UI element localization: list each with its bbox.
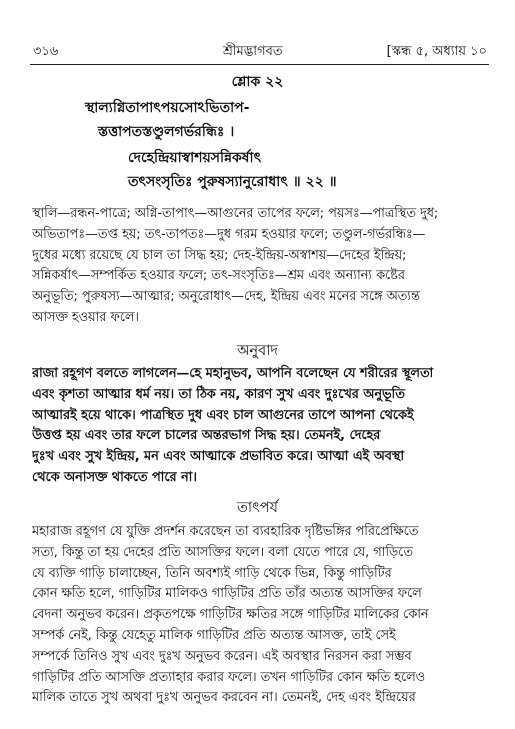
verse-line: দেহেন্দ্রিয়াস্বাশয়সন্নিকর্ষাৎ <box>128 150 262 166</box>
purport-block <box>32 522 484 709</box>
purport-heading: তাৎপর্য <box>236 500 279 516</box>
synonym-line: অভিতাপঃ—তপ্ত হয়; তৎ-তাপতঃ—দুধ গরম হওয়ার ফলে; তণ্ডুল-গর্ভরন্ধিঃ— <box>32 226 426 242</box>
synonym-line: দুধের মধ্যে রয়েছে যে চাল তা সিদ্ধ হয়; দেহ-ইন্দ্রিয়-অস্বাশয়—দেহের ইন্দ্রিয়; <box>32 247 407 263</box>
running-header <box>33 42 487 62</box>
translation-block <box>32 364 484 489</box>
synonyms-block <box>32 204 484 329</box>
translation-line: দুঃখ এবং সুখ ইন্দ্রিয়, মন এবং আত্মাকে প্রভাবিত করে। আত্মা এই অবস্থা <box>32 449 405 465</box>
purport-line: গাড়িটির প্রতি আসক্তি প্রত্যাহার করার ফলে। তখন গাড়িটির কোন ক্ষতি হলেও <box>32 669 426 685</box>
translation-line: আত্মারই হয়ে থাকে। পাত্রস্থিত দুধ এবং চাল আগুনের তাপে আপনা থেকেই <box>32 407 414 423</box>
translation-heading: অনুবাদ <box>236 343 279 359</box>
translation-line: রাজা রহূগণ বলতে লাগলেন—হে মহানুভব, আপনি বলেছেন যে শরীরের স্থূলতা <box>32 366 434 381</box>
synonym-line: সন্নিকর্ষাৎ—সম্পর্কিত হওয়ার ফলে; তৎ-সংসৃতিঃ—শ্রম এবং অন্যান্য কষ্টের <box>32 268 405 284</box>
purport-line: বেদনা অনুভব করেন। প্রকৃতপক্ষে গাড়িটির ক্ষতির সঙ্গে গাড়িটির মালিকের কোন <box>32 607 429 623</box>
purport-line: মালিক তাতে সুখ অথবা দুঃখ অনুভব করবেন না। তেমনই, দেহ এবং ইন্দ্রিয়ের <box>32 690 416 706</box>
purport-line: যে ব্যক্তি গাড়ি চালাচ্ছেন, তিনি অবশ্যই গাড়ি থেকে ভিন্ন, কিন্তু গাড়িটির <box>32 565 392 581</box>
purport-line: কোন ক্ষতি হলে, গাড়িটির মালিকও গাড়িটির প্রতি তাঁর অত্যন্ত আসক্তির ফলে <box>32 586 422 602</box>
page-number: ৩১৬ <box>33 44 59 59</box>
verse-line: স্তত্তাপতস্তণ্ডুলগর্ভরন্ধিঃ । <box>98 124 235 140</box>
verse-line: তৎসংসৃতিঃ পুরুষস্যানুরোধাৎ ॥ ২২ ॥ <box>128 174 337 190</box>
header-rule <box>30 64 489 65</box>
verse-label: শ্লোক ২২ <box>231 74 284 90</box>
translation-line: এবং কৃশতা আত্মার ধর্ম নয়। তা ঠিক নয়, কারণ সুখ এবং দুঃখের অনুভূতি <box>32 386 405 402</box>
synonym-line: অনুভূতি; পুরুষস্য—আত্মার; অনুরোধাৎ—দেহ, ইন্দ্রিয় এবং মনের সঙ্গে অত্যন্ত <box>32 289 420 305</box>
book-title: শ্রীমদ্ভাগবত <box>223 44 283 59</box>
synonym-line: স্থালি—রন্ধন-পাত্রে; অগ্নি-তাপাৎ—আগুনের তাপের ফলে; পয়সঃ—পাত্রস্থিত দুধ; <box>32 206 439 221</box>
synonym-line: আসক্ত হওয়ার ফলে। <box>32 309 139 325</box>
translation-line: উত্তপ্ত হয় এবং তার ফলে চালের অন্তরভাগ সিদ্ধ হয়। তেমনই, দেহের <box>32 428 381 444</box>
purport-line: সম্পর্ক নেই, কিন্তু যেহেতু মালিক গাড়িটির প্রতি অত্যন্ত আসক্ত, তাই সেই <box>32 627 396 643</box>
translation-line: থেকে অনাসক্ত থাকতে পারে না। <box>32 469 197 485</box>
purport-line: মহারাজ রহূগণ যে যুক্তি প্রদর্শন করেছেন তা ব্যবহারিক দৃষ্টিভঙ্গির পরিপ্রেক্ষিতে <box>32 524 419 539</box>
purport-line: সত্য, কিন্তু তা হয় দেহের প্রতি আসক্তির ফলে। বলা যেতে পারে যে, গাড়িতে <box>32 544 413 560</box>
verse-line: স্থাল্যগ্নিতাপাৎপয়সোঽভিতাপ- <box>85 100 250 116</box>
chapter-reference: [স্কন্ধ ৫, অধ্যায় ১০ <box>386 44 487 59</box>
purport-line: সম্পর্কে তিনিও সুখ এবং দুঃখ অনুভব করেন। এই অবস্থার নিরসন করা সম্ভব <box>32 648 412 664</box>
